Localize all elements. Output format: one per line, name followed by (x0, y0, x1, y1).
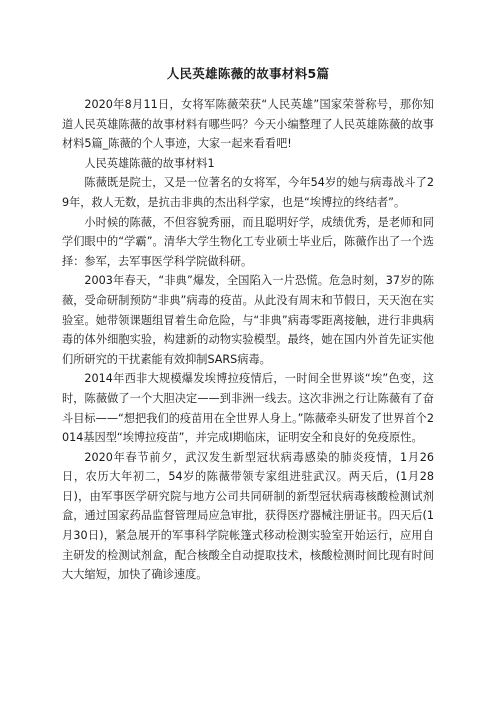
paragraph-intro: 2020年8月11日，女将军陈薇荣获“人民英雄”国家荣誉称号，那你知道人民英雄陈薇的故事材料有哪些吗？今天小编整理了人民英雄陈薇的故事材料5篇_陈薇的个人事迹，大家一起来看看吧! (62, 98, 434, 151)
paragraph-sars: 2003年春天，“非典”爆发，全国陷入一片恐慌。危急时刻，37岁的陈薇，受命研制预防“非典”病毒的疫苗。从此没有周末和节假日，天天泡在实验室。她带领课题组冒着生命危险，与“非典”病毒零距离接触，进行非典病毒的体外细胞实验，构建新的动物实验模型。最终，她在国内外首先证实他们所研究的干扰素能有效抑制SARS病毒。 (62, 274, 434, 366)
paragraph-childhood: 小时候的陈薇，不但容貌秀丽，而且聪明好学，成绩优秀，是老师和同学们眼中的“学霸”。清华大学生物化工专业硕士毕业后，陈薇作出了一个选择：参军，去军事医学科学院做科研。 (62, 215, 434, 268)
paragraph-ebola: 2014年西非大规模爆发埃博拉疫情后，一时间全世界谈“埃”色变，这时，陈薇做了一个大胆决定——到非洲一线去。这次非洲之行让陈薇有了奋斗目标——“想把我们的疫苗用在全世界人身上。”陈薇牵头研发了世界首个2014基因型“埃博拉疫苗”，并完成I期临床，证明安全和良好的免疫原性。 (62, 372, 434, 445)
section-heading: 人民英雄陈薇的故事材料1 (84, 156, 215, 170)
document-title: 人民英雄陈薇的故事材料5篇 (166, 66, 330, 81)
paragraph-covid: 2020年春节前夕，武汉发生新型冠状病毒感染的肺炎疫情，1月26日，农历大年初二，54岁的陈薇带领专家组进驻武汉。两天后，(1月28日)，由军事医学研究院与地方公司共同研制的新型冠状病毒核酸检测试剂盒，通过国家药品监督管理局应急审批，获得医疗器械注册证书。四天后(1月30日)，紧急展开的军事科学院帐篷式移动检测实验室开始运行，应用自主研发的检测试剂盒，配合核酸全自动提取技术，核酸检测时间比现有时间大大缩短，加快了确诊速度。 (62, 450, 434, 582)
paragraph-profile: 陈薇既是院士，又是一位著名的女将军，今年54岁的她与病毒战斗了29年，救人无数，是抗击非典的杰出科学家，也是“埃博拉的终结者”。 (62, 176, 434, 209)
